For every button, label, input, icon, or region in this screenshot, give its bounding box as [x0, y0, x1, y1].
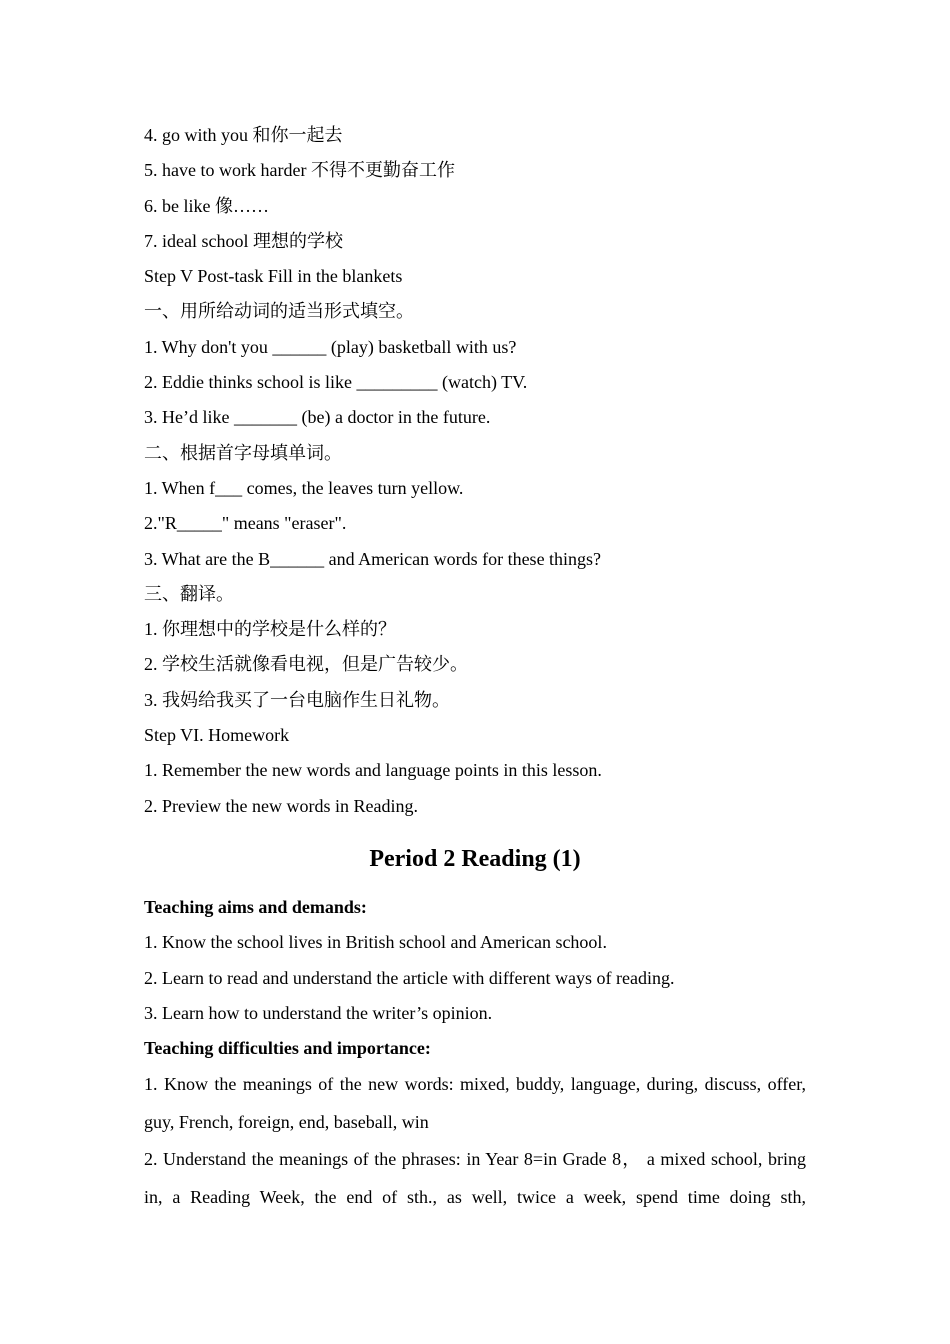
step-heading: Step VI. Homework: [144, 725, 290, 746]
exercise-item: 3. What are the B______ and American words for these things?: [144, 548, 602, 569]
difficulty-item: 1. Know the meanings of the new words: mixed, buddy, language, during, discuss, offer, guy, French, foreign, end, baseball, win: [144, 1074, 806, 1132]
difficulty-item: 2. Understand the meanings of the phrases: in Year 8=in Grade 8， a mixed school, bring in, a Reading Week, the end of sth., as well, twice a week, spend time doing sth,: [144, 1149, 806, 1207]
exercise-item: 3. He’d like _______ (be) a doctor in the future.: [144, 407, 491, 428]
homework-item: 2. Preview the new words in Reading.: [144, 795, 418, 816]
exercise-item: 2."R_____" means "eraser".: [144, 513, 347, 534]
step-heading: Step V Post-task Fill in the blankets: [144, 266, 403, 287]
vocab-item: 6. be like 像……: [144, 195, 269, 216]
exercise-item: 1. When f___ comes, the leaves turn yellow.: [144, 477, 464, 498]
aim-item: 2. Learn to read and understand the article with different ways of reading.: [144, 967, 675, 988]
exercise-heading: 三、翻译。: [144, 583, 234, 604]
difficulties-heading: Teaching difficulties and importance:: [144, 1038, 431, 1059]
section-title: Period 2 Reading (1): [369, 845, 581, 872]
exercise-heading: 二、根据首字母填单词。: [144, 442, 342, 463]
aim-item: 1. Know the school lives in British school and American school.: [144, 932, 607, 953]
exercise-item: 3. 我妈给我买了一台电脑作生日礼物。: [144, 689, 450, 710]
aims-heading: Teaching aims and demands:: [144, 896, 367, 917]
vocab-item: 7. ideal school 理想的学校: [144, 230, 343, 251]
vocab-item: 5. have to work harder 不得不更勤奋工作: [144, 160, 455, 181]
page-content: [144, 118, 806, 1216]
homework-item: 1. Remember the new words and language points in this lesson.: [144, 760, 602, 781]
exercise-item: 1. Why don't you ______ (play) basketball with us?: [144, 336, 517, 357]
exercise-item: 2. Eddie thinks school is like _________ (watch) TV.: [144, 372, 528, 393]
vocab-item: 4. go with you 和你一起去: [144, 125, 343, 145]
aim-item: 3. Learn how to understand the writer’s opinion.: [144, 1002, 493, 1023]
exercise-item: 2. 学校生活就像看电视，但是广告较少。: [144, 654, 468, 675]
exercise-item: 1. 你理想中的学校是什么样的？: [144, 619, 396, 640]
exercise-heading: 一、用所给动词的适当形式填空。: [144, 301, 414, 322]
